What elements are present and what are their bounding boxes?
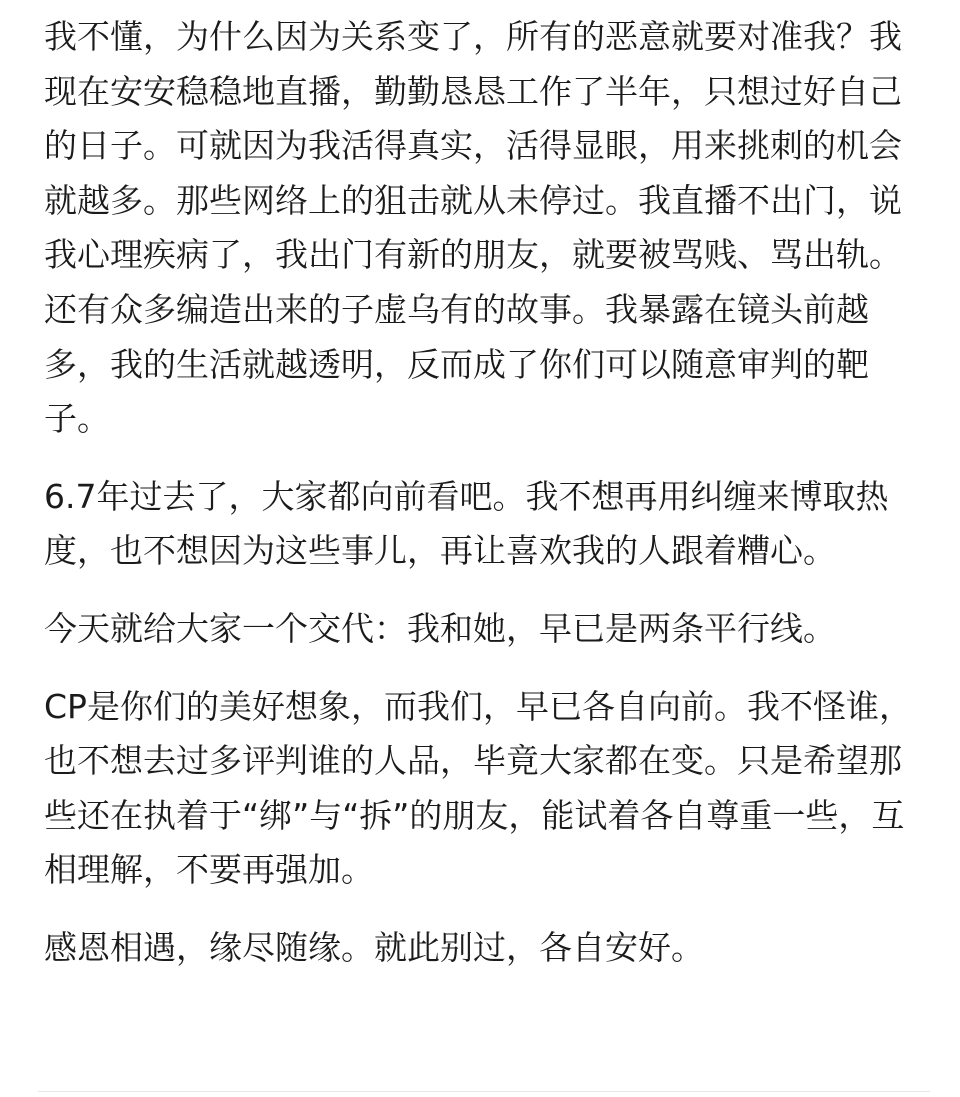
paragraph-5: 感恩相遇，缘尽随缘。就此别过，各自安好。 [44,927,704,967]
paragraph-4: CP是你们的美好想象，而我们，早已各自向前。我不怪谁，也不想去过多评判谁的人品，毕竟大家都在变。只是希望那些还在执着于“绑”与“拆”的朋友，能试着各自尊重一些，互相理解，不要再强加。 [44,686,912,890]
paragraph-2: 6.7年过去了，大家都向前看吧。我不想再用纠缠来博取热度，也不想因为这些事儿，再让喜欢我的人跟着糟心。 [44,476,889,571]
post-body [44,10,920,976]
paragraph-1: 我不懂，为什么因为关系变了，所有的恶意就要对准我？我现在安安稳稳地直播，勤勤恳恳工作了半年，只想过好自己的日子。可就因为我活得真实，活得显眼，用来挑刺的机会就越多。那些网络上的狙击就从未停过。我直播不出门，说我心理疾病了，我出门有新的朋友，就要被骂贱、骂出轨。还有众多编造出来的子虚乌有的故事。我暴露在镜头前越多，我的生活就越透明，反而成了你们可以随意审判的靶子。 [44,17,902,439]
bottom-divider [38,1091,930,1092]
paragraph-3: 今天就给大家一个交代：我和她，早已是两条平行线。 [44,608,836,648]
